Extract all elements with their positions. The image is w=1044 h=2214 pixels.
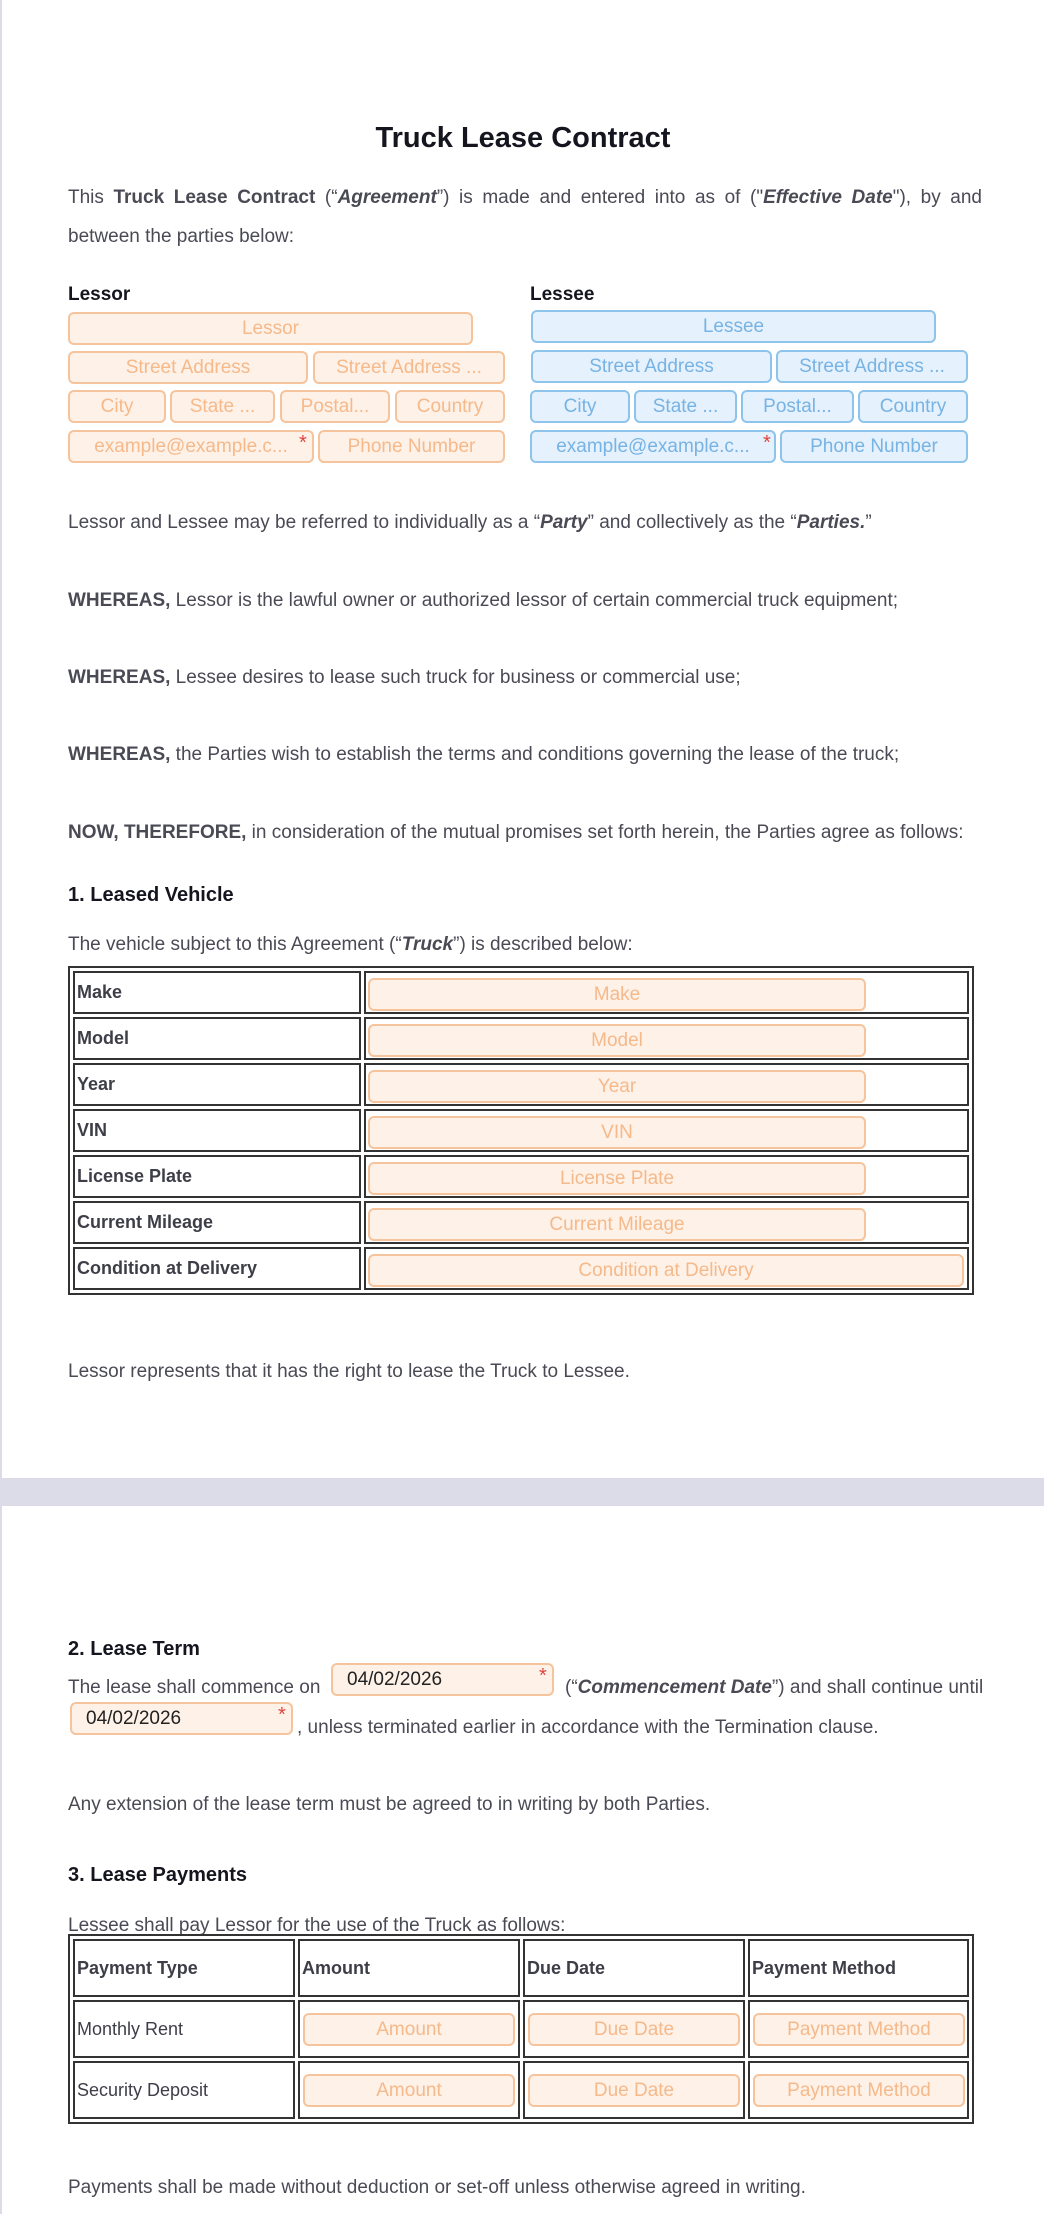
whereas-clause [68, 589, 898, 613]
table-cell-label: Make [73, 971, 361, 1014]
intro-text: (“ [315, 187, 338, 208]
lessor-city-field[interactable]: City [68, 390, 166, 423]
lessor-postal-field[interactable]: Postal... [280, 390, 390, 423]
table-row [73, 971, 969, 1014]
table-row [73, 1017, 969, 1060]
clause-text: Lessor is the lawful owner or authorized lessor of certain commercial truck equipment; [170, 590, 899, 611]
lease-term-text: , unless terminated earlier in accordance with the Termination clause. [297, 1717, 879, 1738]
lessee-street-2-field[interactable]: Street Address ... [776, 350, 968, 383]
table-row [73, 1155, 969, 1198]
commencement-date-term: Commencement Date [577, 1677, 772, 1698]
lessee-name-field[interactable]: Lessee [531, 310, 936, 343]
clause-text: in consideration of the mutual promises set forth herein, the Parties agree as follows: [246, 822, 964, 843]
document-page-1 [2, 0, 1044, 1478]
monthly-rent-due-date-field[interactable]: Due Date [528, 2013, 740, 2046]
section-3-intro: Lessee shall pay Lessor for the use of the Truck as follows: [68, 1915, 566, 1936]
parties-text: Lessor and Lessee may be referred to individually as a “ [68, 512, 541, 533]
intro-text: This [68, 187, 114, 208]
vehicle-table [68, 966, 974, 1295]
parties-text: ” and collectively as the “ [587, 512, 797, 533]
page-title: Truck Lease Contract [375, 122, 671, 154]
lease-term-text [565, 1676, 983, 1700]
lessee-email-field[interactable]: example@example.c... [530, 430, 776, 463]
column-header: Payment Method [748, 1939, 969, 1997]
table-cell-field [298, 2061, 520, 2119]
lessor-phone-field[interactable]: Phone Number [318, 430, 505, 463]
table-cell-field [364, 1017, 969, 1060]
parties-text: ” [865, 512, 872, 533]
payments-closing: Payments shall be made without deduction or set-off unless otherwise agreed in writing. [68, 2177, 806, 2198]
lessee-country-field[interactable]: Country [858, 390, 968, 423]
table-cell-field [523, 2000, 745, 2058]
monthly-rent-amount-field[interactable]: Amount [303, 2013, 515, 2046]
intro-effective-date-term: Effective Date [763, 187, 893, 208]
commencement-date-field[interactable]: 04/02/2026 [331, 1663, 554, 1696]
table-cell-label: License Plate [73, 1155, 361, 1198]
lessee-phone-field[interactable]: Phone Number [780, 430, 968, 463]
intro-text: ”) is made and entered into as of (" [436, 187, 764, 208]
payment-type-cell: Security Deposit [73, 2061, 295, 2119]
payment-type-cell: Monthly Rent [73, 2000, 295, 2058]
monthly-rent-payment-method-field[interactable]: Payment Method [753, 2013, 965, 2046]
clause-lead: WHEREAS, [68, 590, 171, 611]
lessor-email-field[interactable]: example@example.c... [68, 430, 314, 463]
clause-lead: WHEREAS, [68, 667, 171, 688]
term-text: (“ [565, 1677, 578, 1698]
intro-line-1 [68, 186, 982, 210]
clause-text: the Parties wish to establish the terms and conditions governing the lease of the truck; [170, 744, 900, 765]
lessor-street-1-field[interactable]: Street Address [68, 351, 308, 384]
table-header-row [73, 1939, 969, 1997]
payments-table [68, 1934, 974, 2124]
table-cell-field [748, 2061, 969, 2119]
truck-term: Truck [401, 934, 454, 955]
lessee-street-1-field[interactable]: Street Address [531, 350, 772, 383]
required-asterisk: * [763, 432, 771, 454]
table-row [73, 2000, 969, 2058]
whereas-clause [68, 666, 741, 690]
table-row [73, 1063, 969, 1106]
security-deposit-due-date-field[interactable]: Due Date [528, 2074, 740, 2107]
table-cell-field [364, 1247, 969, 1290]
table-cell-label: VIN [73, 1109, 361, 1152]
table-cell-field [364, 1201, 969, 1244]
intro-agreement-term: Agreement [337, 187, 437, 208]
lessor-state-field[interactable]: State ... [170, 390, 275, 423]
column-header: Due Date [523, 1939, 745, 1997]
required-asterisk: * [299, 432, 307, 454]
required-asterisk: * [278, 1704, 286, 1726]
table-cell-field [298, 2000, 520, 2058]
table-cell-field [364, 1155, 969, 1198]
lessor-name-field[interactable]: Lessor [68, 312, 473, 345]
year-field[interactable]: Year [368, 1070, 866, 1103]
table-cell-label: Model [73, 1017, 361, 1060]
model-field[interactable]: Model [368, 1024, 866, 1057]
intro-line-2: between the parties below: [68, 226, 295, 247]
section-1-heading: 1. Leased Vehicle [68, 884, 234, 906]
table-cell-label: Condition at Delivery [73, 1247, 361, 1290]
required-asterisk: * [539, 1665, 547, 1687]
clause-text: Lessee desires to lease such truck for business or commercial use; [170, 667, 741, 688]
table-cell-field [364, 971, 969, 1014]
table-row [73, 2061, 969, 2119]
license-plate-field[interactable]: License Plate [368, 1162, 866, 1195]
intro-text: The vehicle subject to this Agreement (“ [68, 934, 402, 955]
whereas-clause [68, 743, 899, 767]
table-row [73, 1201, 969, 1244]
end-date-field[interactable]: 04/02/2026 [70, 1702, 293, 1735]
lessee-postal-field[interactable]: Postal... [741, 390, 854, 423]
section-3-heading: 3. Lease Payments [68, 1864, 247, 1886]
document-page-2 [2, 1506, 1044, 2214]
table-cell-field [748, 2000, 969, 2058]
clause-lead: WHEREAS, [68, 744, 171, 765]
table-cell-field [364, 1109, 969, 1152]
parties-definition [68, 511, 872, 535]
term-text: ”) and shall continue until [771, 1677, 984, 1698]
lessee-city-field[interactable]: City [530, 390, 630, 423]
section-2-heading: 2. Lease Term [68, 1638, 200, 1660]
section-1-closing: Lessor represents that it has the right to lease the Truck to Lessee. [68, 1361, 630, 1382]
intro-contract-name: Truck Lease Contract [113, 187, 316, 208]
vin-field[interactable]: VIN [368, 1116, 866, 1149]
lease-term-text: The lease shall commence on [68, 1677, 321, 1698]
now-therefore-clause [68, 821, 964, 845]
intro-text: "), by and [892, 187, 982, 208]
column-header: Payment Type [73, 1939, 295, 1997]
lessee-heading: Lessee [530, 284, 595, 305]
extension-text: Any extension of the lease term must be agreed to in writing by both Parties. [68, 1794, 711, 1815]
table-cell-label: Current Mileage [73, 1201, 361, 1244]
intro-text: ”) is described below: [453, 934, 633, 955]
security-deposit-amount-field[interactable]: Amount [303, 2074, 515, 2107]
party-term: Party [540, 512, 588, 533]
lessor-country-field[interactable]: Country [395, 390, 505, 423]
table-row [73, 1109, 969, 1152]
table-cell-field [523, 2061, 745, 2119]
section-1-intro [68, 933, 633, 957]
make-field[interactable]: Make [368, 978, 866, 1011]
parties-term: Parties. [796, 512, 866, 533]
table-row [73, 1247, 969, 1290]
lessee-state-field[interactable]: State ... [634, 390, 737, 423]
clause-lead: NOW, THEREFORE, [68, 822, 247, 843]
column-header: Amount [298, 1939, 520, 1997]
table-cell-field [364, 1063, 969, 1106]
current-mileage-field[interactable]: Current Mileage [368, 1208, 866, 1241]
condition-at-delivery-field[interactable]: Condition at Delivery [368, 1254, 964, 1287]
lessor-heading: Lessor [68, 284, 131, 305]
security-deposit-payment-method-field[interactable]: Payment Method [753, 2074, 965, 2107]
table-cell-label: Year [73, 1063, 361, 1106]
lessor-street-2-field[interactable]: Street Address ... [313, 351, 505, 384]
